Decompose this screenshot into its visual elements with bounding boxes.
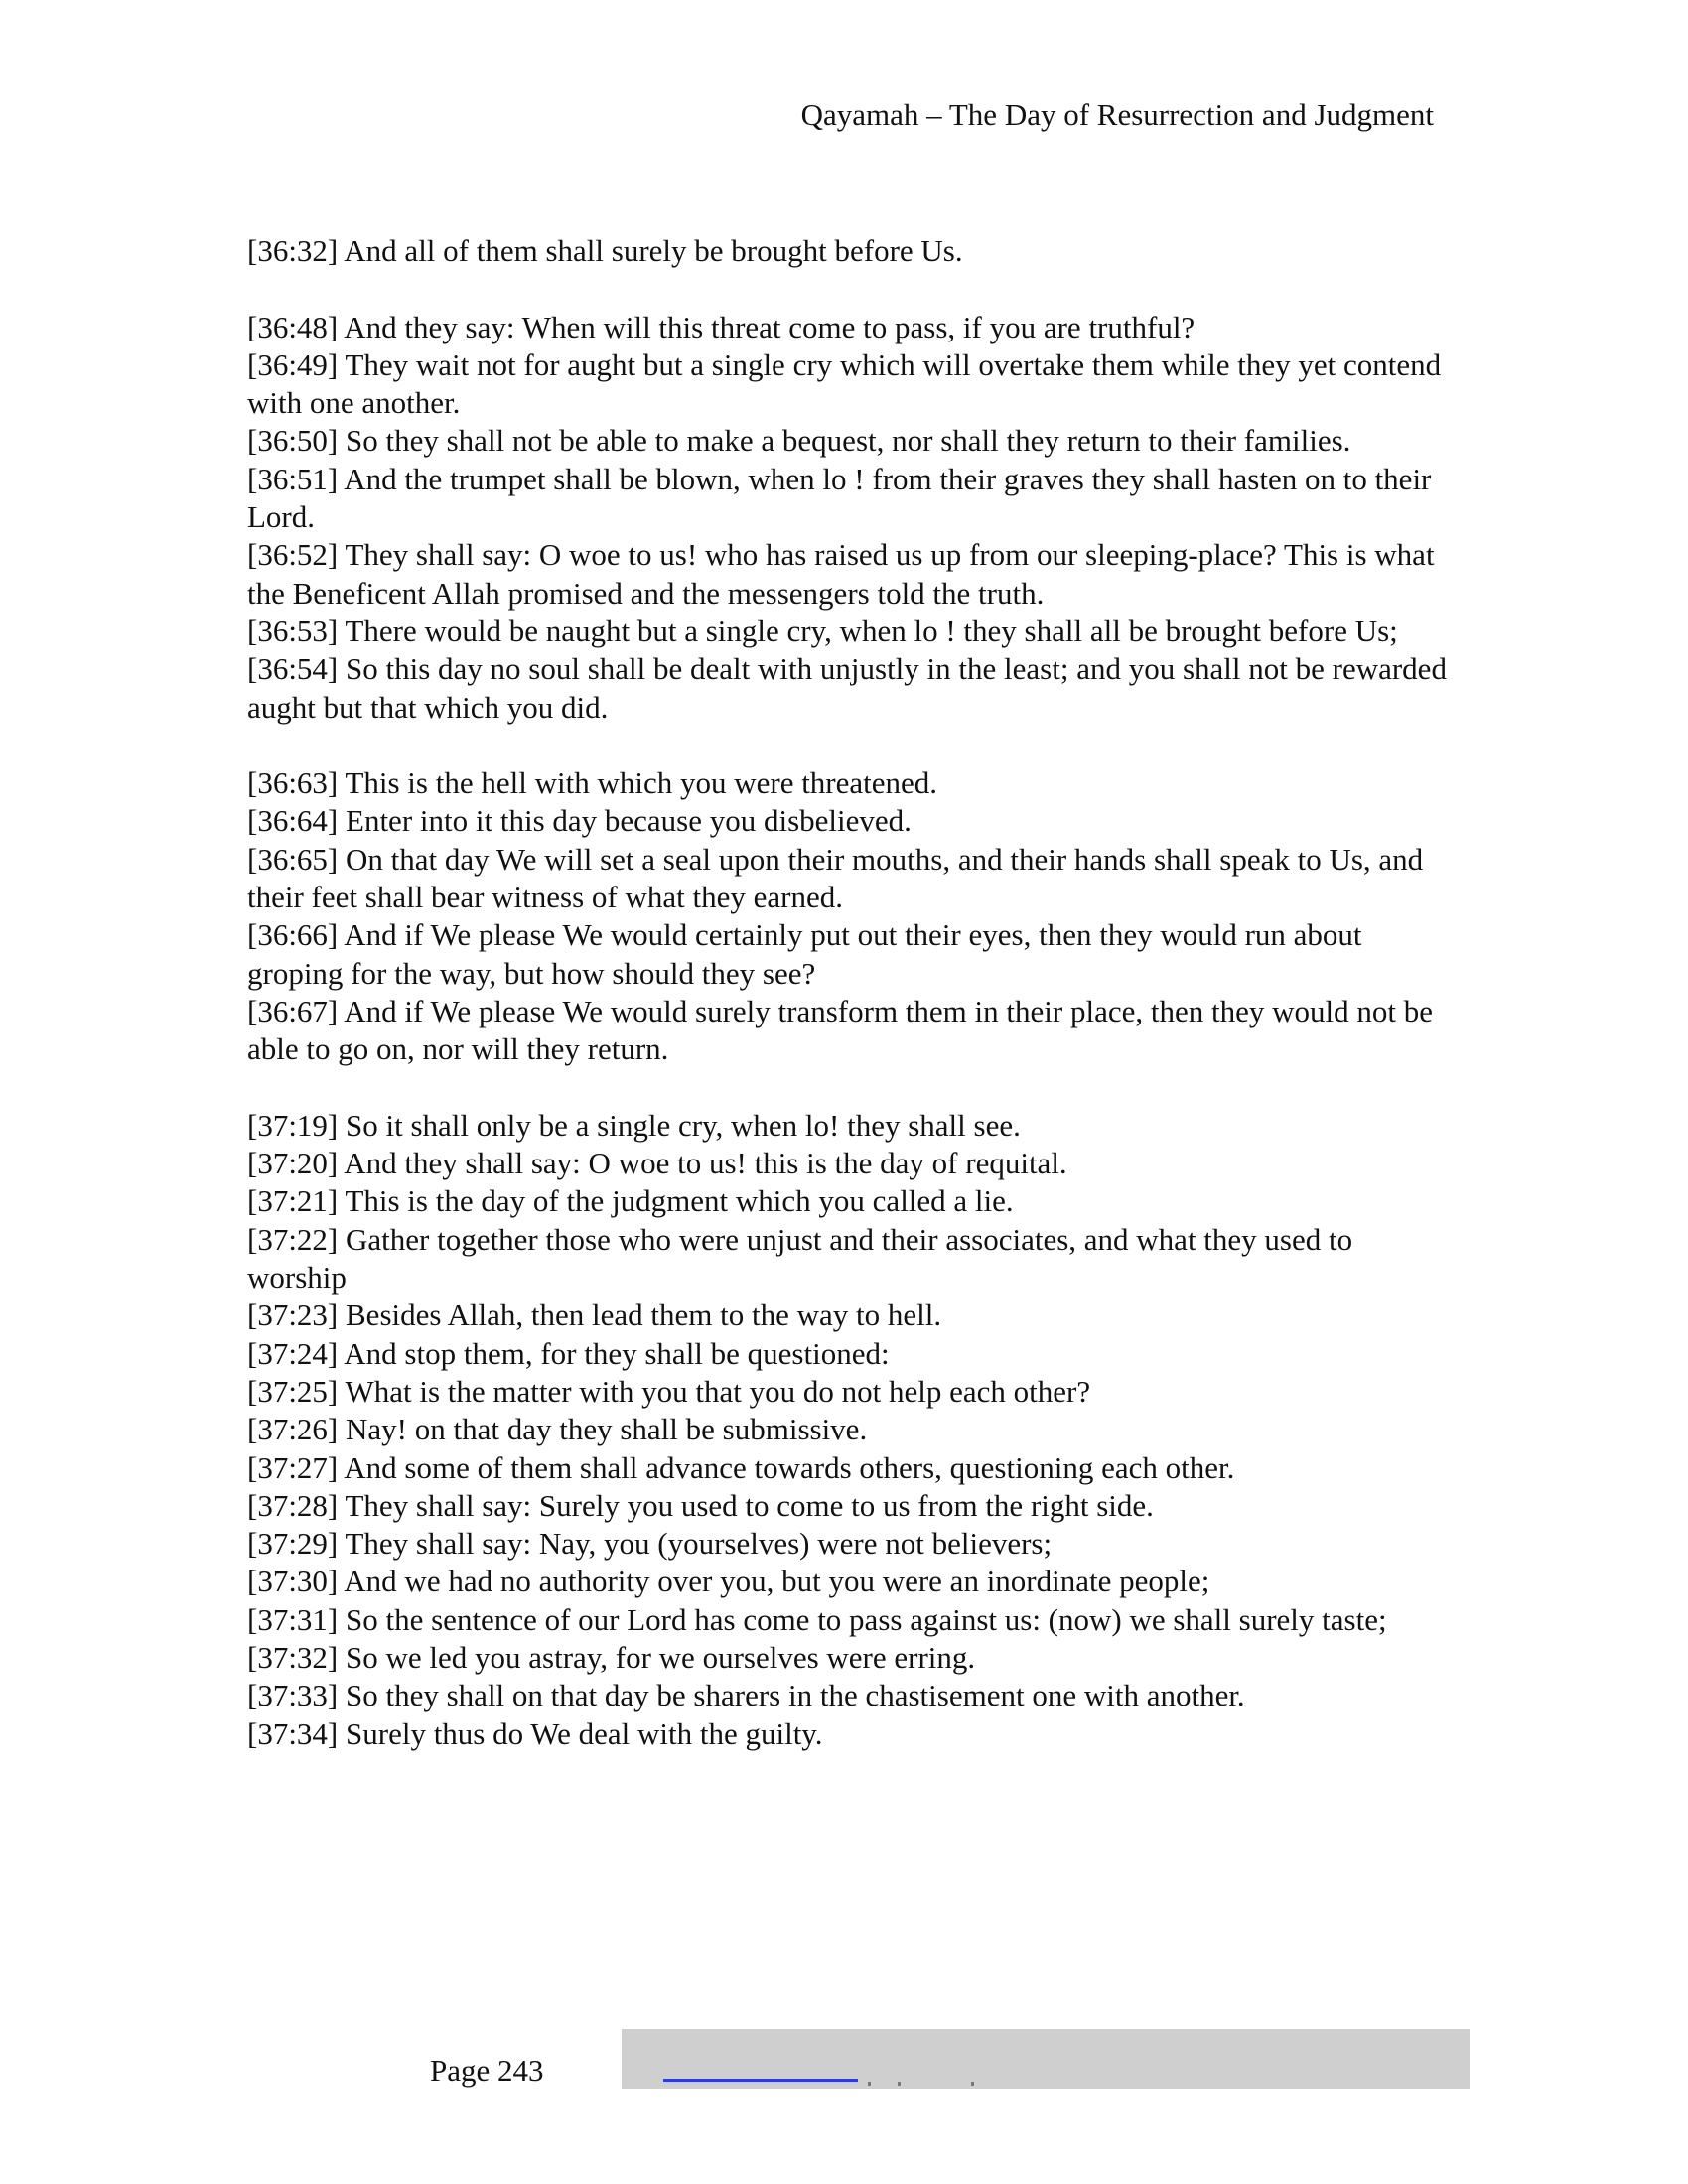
verse-group-36-32 bbox=[247, 232, 1449, 270]
verse-37-26: [37:26] Nay! on that day they shall be submissive. bbox=[247, 1412, 868, 1447]
verse-36-32: [36:32] And all of them shall surely be brought before Us. bbox=[247, 233, 963, 268]
verse-36-67: [36:67] And if We please We would surely transform them in their place, then they would not be able to go on, nor will they return. bbox=[247, 993, 1433, 1067]
verse-37-23: [37:23] Besides Allah, then lead them to the way to hell. bbox=[247, 1297, 942, 1333]
verse-36-63: [36:63] This is the hell with which you were threatened. bbox=[247, 765, 938, 801]
verse-list bbox=[247, 232, 1449, 1791]
page-number: Page 243 bbox=[430, 2053, 544, 2088]
verse-37-20: [37:20] And they shall say: O woe to us! this is the day of requital. bbox=[247, 1146, 1067, 1181]
verse-36-50: [36:50] So they shall not be able to make a bequest, nor shall they return to their families. bbox=[247, 423, 1351, 459]
verse-37-22: [37:22] Gather together those who were unjust and their associates, and what they used to worship bbox=[247, 1221, 1353, 1296]
verse-37-29: [37:29] They shall say: Nay, you (yourselves) were not believers; bbox=[247, 1526, 1053, 1562]
verse-37-19: [37:19] So it shall only be a single cry, when lo! they shall see. bbox=[247, 1107, 1021, 1143]
verse-36-64: [36:64] Enter into it this day because you disbelieved. bbox=[247, 803, 912, 839]
verse-36-54: [36:54] So this day no soul shall be dealt with unjustly in the least; and you shall not be rewarded aught but that which you did. bbox=[247, 651, 1447, 725]
verse-36-52: [36:52] They shall say: O woe to us! who has raised us up from our sleeping-place? This is what the Beneficent Allah promised and the messengers told the truth. bbox=[247, 537, 1435, 611]
verse-36-66: [36:66] And if We please We would certainly put out their eyes, then they would run about groping for the way, but how should they see? bbox=[247, 917, 1362, 991]
verse-36-65: [36:65] On that day We will set a seal upon their mouths, and their hands shall speak to Us, and their feet shall bear witness of what they earned. bbox=[247, 841, 1424, 915]
footer-mark bbox=[868, 2082, 871, 2086]
verse-37-31: [37:31] So the sentence of our Lord has come to pass against us: (now) we shall surely taste; bbox=[247, 1601, 1387, 1637]
verse-36-53: [36:53] There would be naught but a single cry, when lo ! they shall all be brought before Us; bbox=[247, 613, 1398, 648]
footer-mark bbox=[971, 2082, 974, 2086]
verse-group-36-48 bbox=[247, 309, 1449, 727]
verse-37-27: [37:27] And some of them shall advance towards others, questioning each other. bbox=[247, 1449, 1235, 1485]
verse-37-32: [37:32] So we led you astray, for we ourselves were erring. bbox=[247, 1639, 976, 1675]
verse-37-24: [37:24] And stop them, for they shall be questioned: bbox=[247, 1335, 890, 1371]
verse-37-34: [37:34] Surely thus do We deal with the guilty. bbox=[247, 1715, 823, 1751]
page-footer bbox=[0, 2029, 1688, 2109]
verse-36-48: [36:48] And they say: When will this threat come to pass, if you are truthful? bbox=[247, 309, 1196, 344]
verse-36-49: [36:49] They wait not for aught but a single cry which will overtake them while they yet contend with one another. bbox=[247, 346, 1442, 421]
verse-group-37-19 bbox=[247, 1107, 1449, 1753]
verse-37-25: [37:25] What is the matter with you that you do not help each other? bbox=[247, 1373, 1091, 1409]
running-header: Qayamah – The Day of Resurrection and Judgment bbox=[800, 97, 1434, 132]
verse-37-33: [37:33] So they shall on that day be sharers in the chastisement one with another. bbox=[247, 1678, 1245, 1713]
footer-link-underline[interactable] bbox=[663, 2079, 858, 2082]
verse-37-30: [37:30] And we had no authority over you, but you were an inordinate people; bbox=[247, 1564, 1210, 1599]
verse-group-36-63 bbox=[247, 764, 1449, 1068]
footer-mark bbox=[898, 2082, 901, 2086]
footer-band bbox=[622, 2029, 1470, 2089]
verse-37-28: [37:28] They shall say: Surely you used to come to us from the right side. bbox=[247, 1487, 1154, 1523]
verse-36-51: [36:51] And the trumpet shall be blown, when lo ! from their graves they shall hasten on to their Lord. bbox=[247, 461, 1432, 535]
verse-37-21: [37:21] This is the day of the judgment which you called a lie. bbox=[247, 1183, 1014, 1219]
